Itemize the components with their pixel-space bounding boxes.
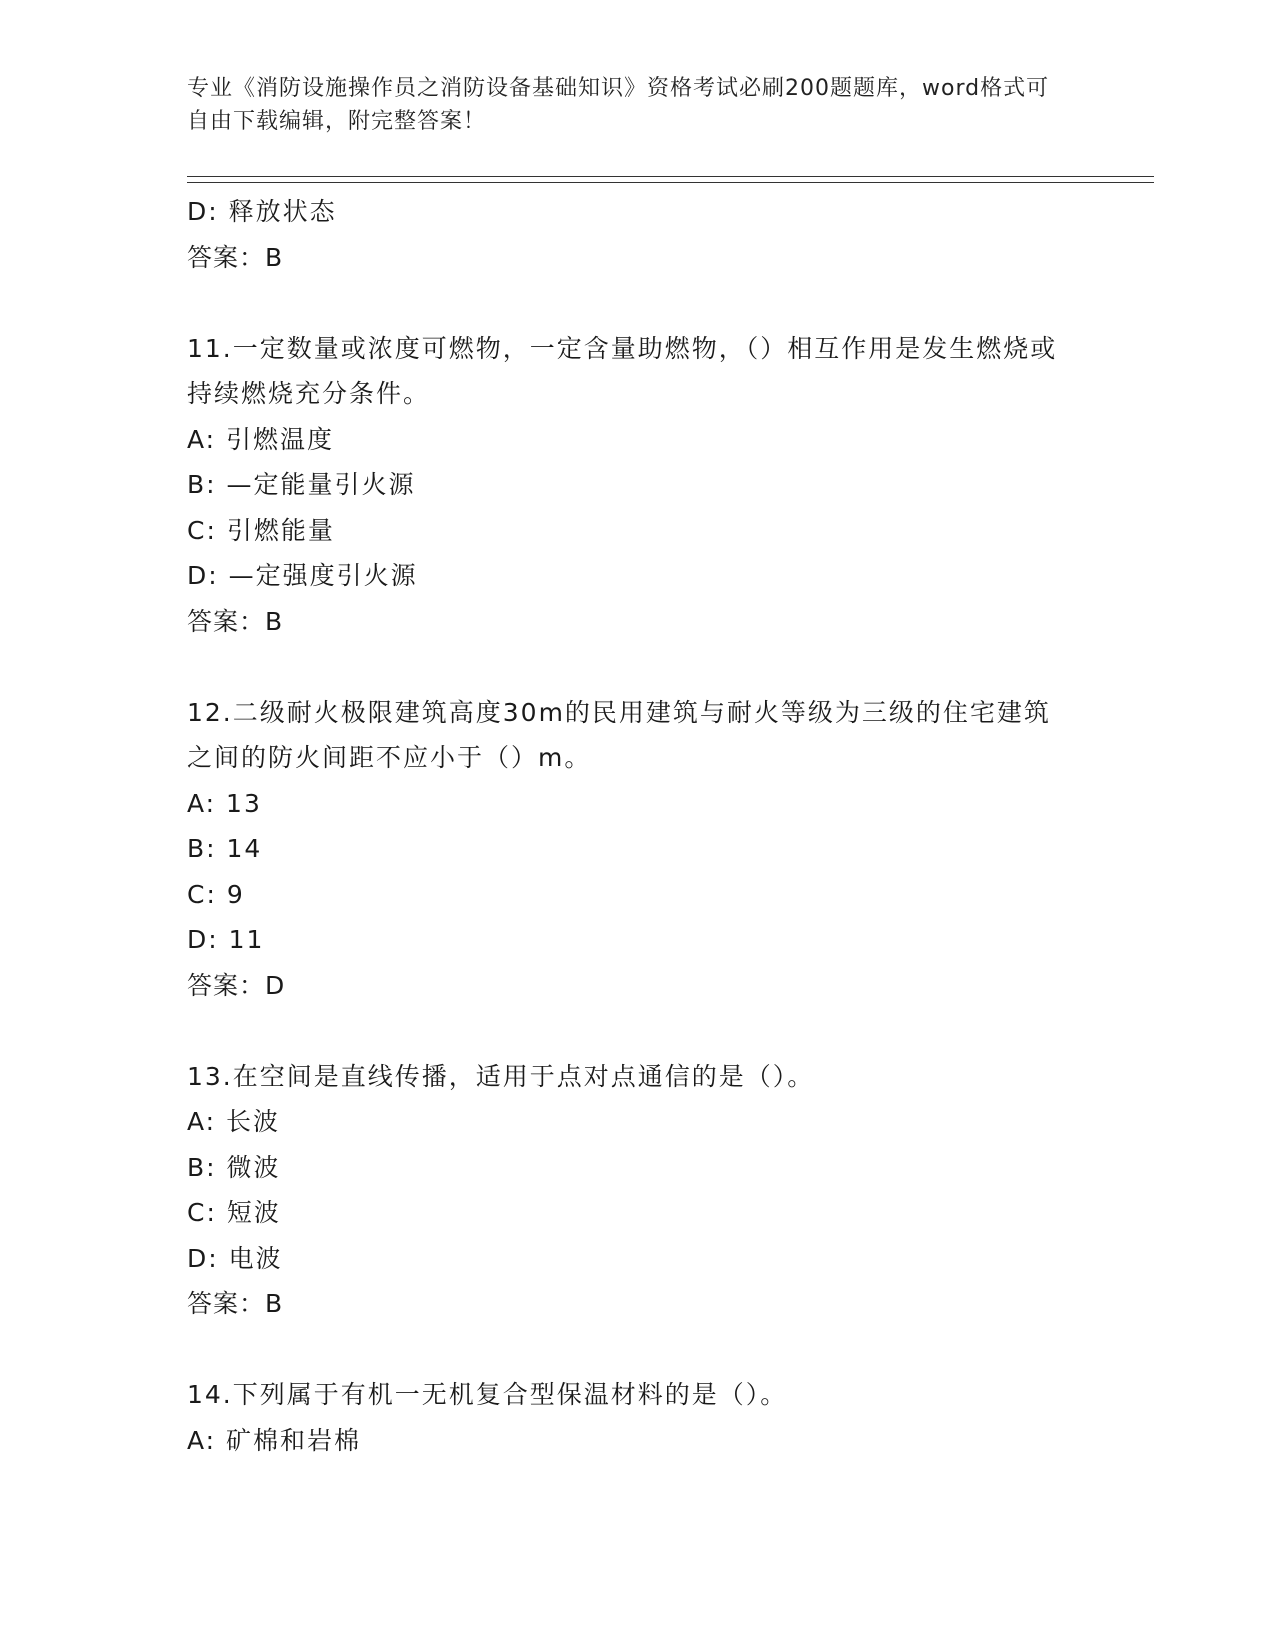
option-a: A: 矿棉和岩棉 [187,1425,362,1455]
question-list [187,189,1087,1463]
header-divider-bottom [187,182,1154,183]
option-a: A: 13 [187,788,262,818]
answer: 答案：D [187,970,286,1000]
option-a: A: 长波 [187,1107,281,1136]
spacer [187,1327,1087,1373]
prev-answer: 答案：B [187,242,284,272]
prev-option-d: D: 释放状态 [187,197,337,226]
option-b: B: —定能量引火源 [187,470,416,499]
question-12 [187,690,1087,1009]
question-13 [187,1054,1087,1327]
question-text: 14.下列属于有机一无机复合型保温材料的是（）。 [187,1380,788,1409]
option-c: C: 9 [187,879,245,909]
header-divider-top [187,176,1154,177]
question-text: 12.二级耐火极限建筑高度30m的民用建筑与耐火等级为三级的住宅建筑之间的防火间距不应小于（）m。 [187,697,1051,772]
option-d: D: —定强度引火源 [187,561,418,590]
option-c: C: 引燃能量 [187,515,335,545]
option-d: D: 11 [187,925,265,954]
option-a: A: 引燃温度 [187,424,335,454]
option-b: B: 微波 [187,1152,281,1182]
option-b: B: 14 [187,834,263,863]
option-d: D: 电波 [187,1243,283,1273]
spacer [187,280,1087,326]
question-11 [187,326,1087,645]
answer: 答案：B [187,606,284,636]
answer: 答案：B [187,1289,284,1318]
question-14 [187,1372,1087,1463]
spacer [187,1008,1087,1054]
option-c: C: 短波 [187,1198,281,1227]
question-text: 11.一定数量或浓度可燃物，一定含量助燃物，（）相互作用是发生燃烧或持续燃烧充分条件。 [187,333,1058,408]
document-header: 专业《消防设施操作员之消防设备基础知识》资格考试必刷200题题库，word格式可自由下载编辑，附完整答案！ [187,76,1050,134]
question-text: 13.在空间是直线传播，适用于点对点通信的是（）。 [187,1061,815,1091]
spacer [187,644,1087,690]
